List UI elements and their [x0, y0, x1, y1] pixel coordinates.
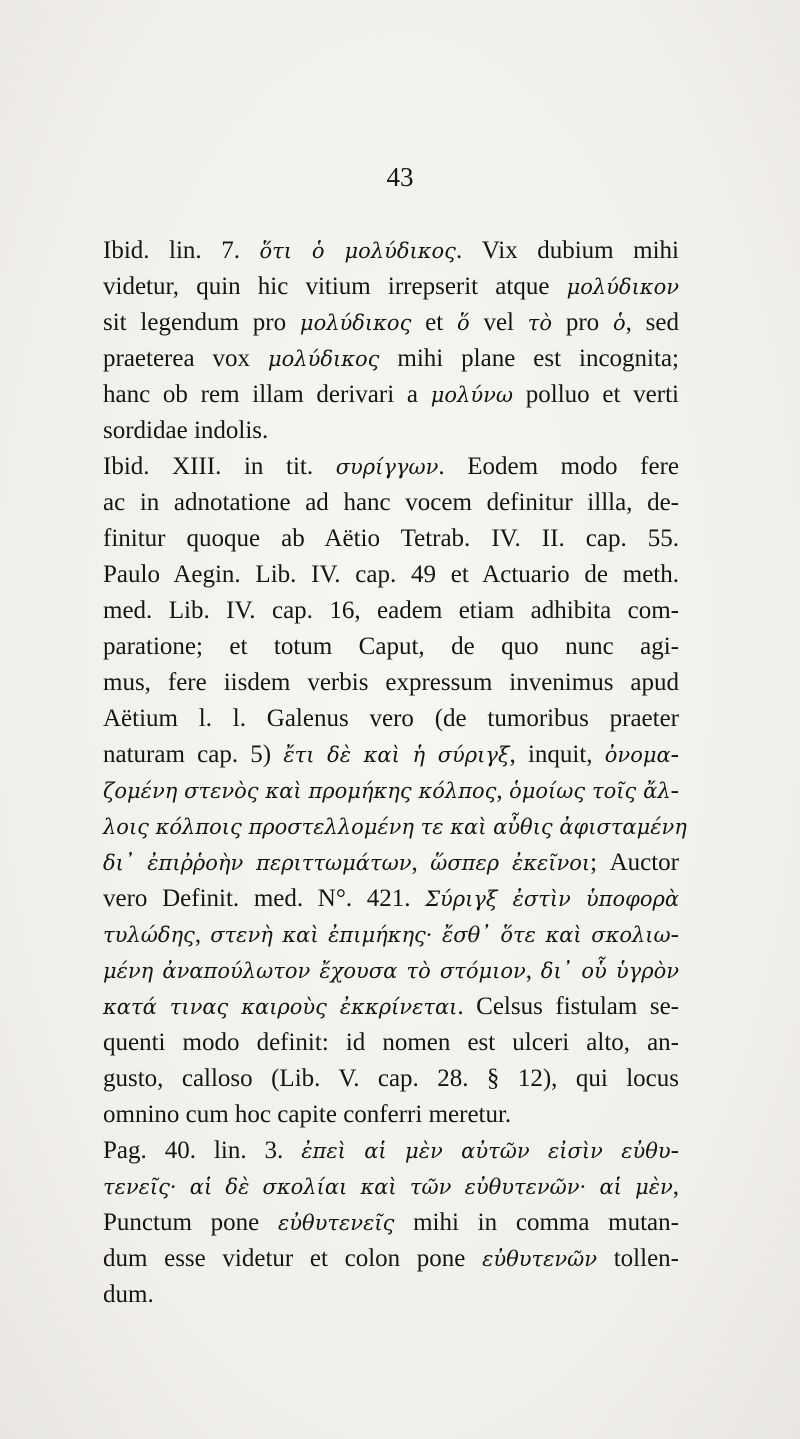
text-line: Aëtium l. l. Galenus vero (de tumoribus praeter — [103, 705, 679, 732]
text-line: hanc ob rem illam derivari a μολύνω polluo et verti — [103, 381, 679, 408]
text-line: ζομένη στενὸς καὶ προμήκης κόλπος, ὁμοίως τοῖς ἄλ- — [103, 777, 679, 804]
paragraph-3 — [77, 1133, 679, 1313]
body-text — [77, 233, 687, 1313]
text-line: naturam cap. 5) ἔτι δὲ καὶ ἡ σύριγξ, inquit, ὀνομα- — [103, 741, 679, 768]
text-line: Punctum pone εὐθυτενεῖς mihi in comma mutan- — [103, 1209, 679, 1236]
text-line: τυλώδης, στενὴ καὶ ἐπιμήκης· ἔσθ᾽ ὅτε καὶ σκολιω- — [103, 921, 679, 948]
text-line: Paulo Aegin. Lib. IV. cap. 49 et Actuario de meth. — [103, 561, 679, 588]
text-line: Pag. 40. lin. 3. ἐπεὶ αἱ μὲν αὐτῶν εἰσὶν εὐθυ- — [103, 1137, 679, 1164]
text-line: sordidae indolis. — [103, 417, 269, 444]
paragraph-2 — [77, 449, 687, 1133]
text-line: praeterea vox μολύδικος mihi plane est incognita; — [103, 345, 679, 372]
text-line: paratione; et totum Caput, de quo nunc agi- — [103, 633, 679, 660]
text-line: ac in adnotatione ad hanc vocem definitur illla, de- — [103, 489, 679, 516]
text-line: videtur, quin hic vitium irrepserit atque μολύδικον — [103, 273, 679, 300]
text-line: μένη ἀναπούλωτον ἔχουσα τὸ στόμιον, δι᾽ οὗ ὑγρὸν — [103, 957, 679, 984]
text-line: Ibid. lin. 7. ὅτι ὁ μολύδικος. Vix dubium mihi — [103, 237, 679, 264]
text-line: dum esse videtur et colon pone εὐθυτενῶν tollen- — [103, 1245, 679, 1272]
text-line: quenti modo definit: id nomen est ulceri alto, an- — [103, 1029, 679, 1056]
page-number: 43 — [386, 162, 414, 192]
text-line: med. Lib. IV. cap. 16, eadem etiam adhibita com- — [103, 597, 679, 624]
paragraph-1 — [77, 233, 679, 449]
text-line: sit legendum pro μολύδικος et ὅ vel τὸ pro ὁ, sed — [103, 309, 679, 336]
text-line: τενεῖς· αἱ δὲ σκολίαι καὶ τῶν εὐθυτενῶν· αἱ μὲν, — [103, 1173, 679, 1200]
text-line: κατά τινας καιροὺς ἐκκρίνεται. Celsus fistulam se- — [103, 993, 680, 1020]
text-line: mus, fere iisdem verbis expressum invenimus apud — [103, 669, 679, 696]
text-line: δι᾽ ἐπιῤῥοὴν περιττωμάτων, ὥσπερ ἐκεῖνοι; Auctor — [103, 849, 680, 876]
text-line: finitur quoque ab Aëtio Tetrab. IV. II. cap. 55. — [103, 525, 679, 552]
text-line: Ibid. XIII. in tit. συρίγγων. Eodem modo fere — [103, 453, 679, 480]
text-line: λοις κόλποις προστελλομένη τε καὶ αὖθις ἀφισταμένη — [103, 815, 687, 839]
text-line: omnino cum hoc capite conferri meretur. — [103, 1101, 512, 1128]
text-line: vero Definit. med. N°. 421. Σύριγξ ἐστὶν ὑποφορὰ — [103, 885, 679, 912]
text-line: dum. — [103, 1281, 154, 1308]
text-line: gusto, calloso (Lib. V. cap. 28. § 12), qui locus — [103, 1065, 679, 1092]
